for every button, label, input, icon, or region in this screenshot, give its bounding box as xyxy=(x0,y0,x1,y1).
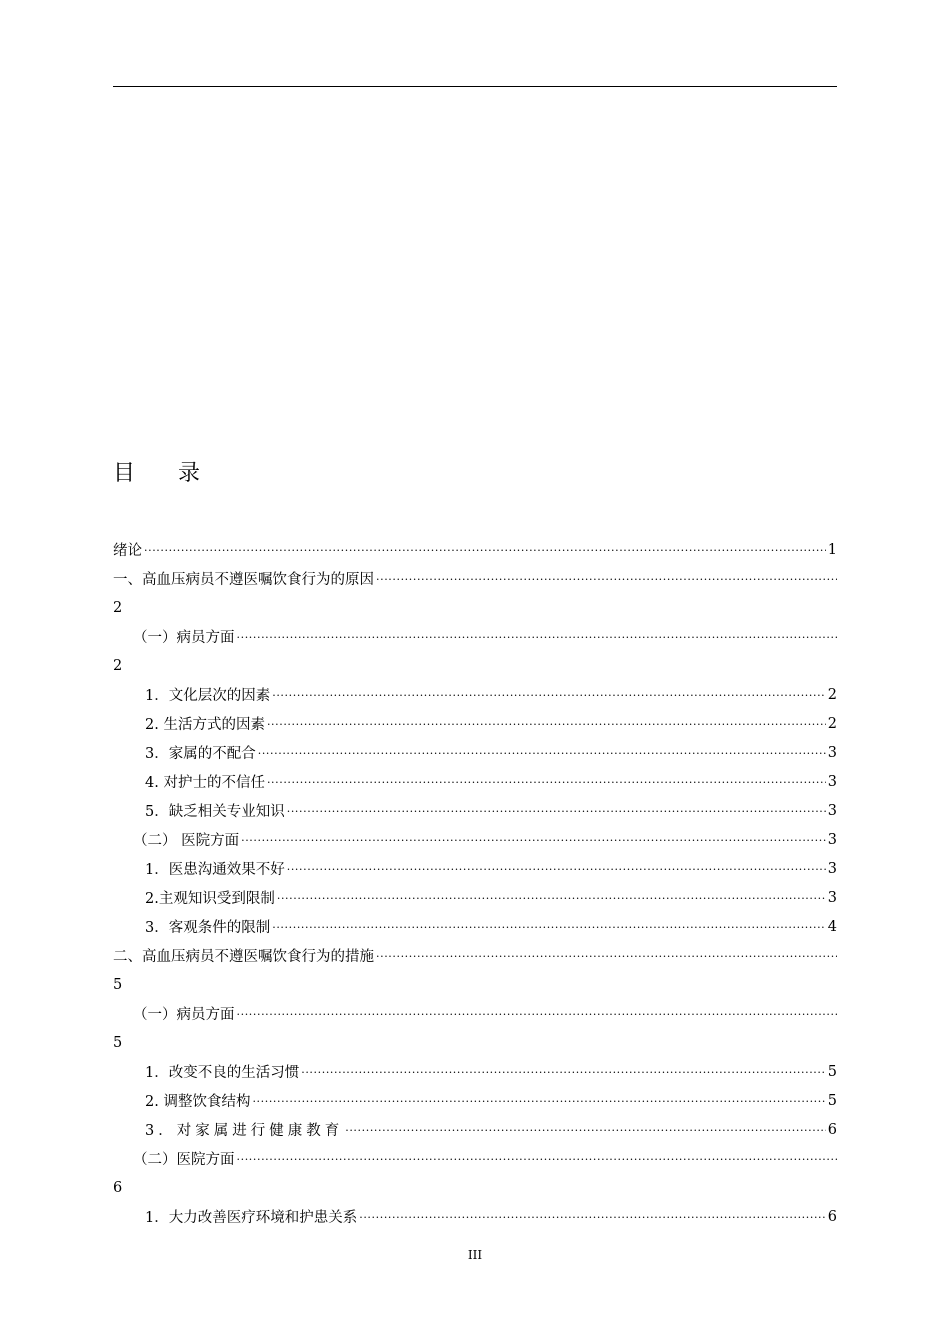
toc-entry-page: 3 xyxy=(827,860,837,877)
toc-entry-label: 绪论 xyxy=(113,543,142,559)
toc-entry-page: 1 xyxy=(827,541,837,558)
page-number: III xyxy=(467,1248,483,1262)
toc-entry-page: 2 xyxy=(827,686,837,703)
toc-entry-page: 5 xyxy=(113,1034,123,1051)
toc-entry-label: 2. 生活方式的因素 xyxy=(145,717,265,733)
toc-entry-label: 1．医患沟通效果不好 xyxy=(145,862,285,878)
toc-entry-page: 2 xyxy=(113,599,123,616)
header-rule xyxy=(113,86,837,87)
toc-dot-leader xyxy=(267,774,826,788)
toc-entry-page: 3 xyxy=(827,889,837,906)
toc-dot-leader xyxy=(237,1151,838,1165)
toc-dot-leader xyxy=(144,542,826,556)
table-of-contents xyxy=(113,535,837,1231)
toc-dot-leader xyxy=(287,803,826,817)
toc-dot-leader xyxy=(376,571,837,585)
toc-dot-leader xyxy=(258,745,826,759)
toc-entry-page: 3 xyxy=(827,802,837,819)
toc-entry[interactable] xyxy=(113,883,837,912)
toc-title: 目 录 xyxy=(113,461,218,486)
toc-entry[interactable] xyxy=(113,796,837,825)
toc-entry-label: 5．缺乏相关专业知识 xyxy=(145,804,285,820)
toc-entry-page: 3 xyxy=(827,831,837,848)
toc-entry[interactable] xyxy=(113,680,837,709)
toc-entry[interactable] xyxy=(113,1144,837,1173)
toc-entry-page: 5 xyxy=(113,976,123,993)
toc-dot-leader xyxy=(359,1209,826,1223)
toc-dot-leader xyxy=(301,1064,826,1078)
toc-entry-label: 3．对家属进行健康教育 xyxy=(145,1123,344,1139)
toc-entry[interactable] xyxy=(113,1202,837,1231)
toc-entry-page: 5 xyxy=(827,1092,837,1109)
toc-entry-page: 5 xyxy=(827,1063,837,1080)
toc-entry-page: 2 xyxy=(113,657,123,674)
toc-entry-label: 3．客观条件的限制 xyxy=(145,920,271,936)
toc-entry[interactable] xyxy=(113,738,837,767)
toc-entry-label: 4. 对护士的不信任 xyxy=(145,775,265,791)
toc-entry-label: 1．文化层次的因素 xyxy=(145,688,271,704)
toc-entry-label: （一）病员方面 xyxy=(133,1007,235,1023)
toc-entry[interactable] xyxy=(113,709,837,738)
toc-entry-label: 2. 调整饮食结构 xyxy=(145,1094,251,1110)
toc-entry[interactable] xyxy=(113,1086,837,1115)
toc-entry-page: 6 xyxy=(827,1121,837,1138)
toc-entry[interactable] xyxy=(113,825,837,854)
toc-dot-leader xyxy=(376,948,837,962)
toc-entry[interactable] xyxy=(113,564,837,593)
toc-dot-leader xyxy=(287,861,826,875)
toc-entry-label: 1．改变不良的生活习惯 xyxy=(145,1065,300,1081)
toc-entry[interactable] xyxy=(113,535,837,564)
toc-entry[interactable] xyxy=(113,999,837,1028)
toc-entry-label: （二）医院方面 xyxy=(133,1152,235,1168)
toc-dot-leader xyxy=(272,687,826,701)
toc-dot-leader xyxy=(267,716,826,730)
toc-entry-label: 2.主观知识受到限制 xyxy=(145,891,275,907)
toc-entry[interactable] xyxy=(113,622,837,651)
toc-entry[interactable] xyxy=(113,767,837,796)
toc-entry[interactable] xyxy=(113,1057,837,1086)
toc-entry-page: 2 xyxy=(827,715,837,732)
toc-entry-label: 一、高血压病员不遵医嘱饮食行为的原因 xyxy=(113,572,374,588)
toc-dot-leader xyxy=(345,1122,826,1136)
toc-entry-label: （二） 医院方面 xyxy=(133,833,240,849)
toc-dot-leader xyxy=(237,629,838,643)
toc-dot-leader xyxy=(237,1006,838,1020)
toc-dot-leader xyxy=(252,1093,825,1107)
toc-entry[interactable] xyxy=(113,854,837,883)
toc-entry-page: 3 xyxy=(827,773,837,790)
toc-dot-leader xyxy=(272,919,826,933)
toc-entry-page: 4 xyxy=(827,918,837,935)
toc-dot-leader xyxy=(277,890,826,904)
toc-dot-leader xyxy=(241,832,826,846)
toc-entry[interactable] xyxy=(113,1115,837,1144)
toc-entry[interactable] xyxy=(113,912,837,941)
toc-entry-label: 3．家属的不配合 xyxy=(145,746,256,762)
toc-entry-page: 3 xyxy=(827,744,837,761)
toc-entry-label: 1．大力改善医疗环境和护患关系 xyxy=(145,1210,358,1226)
toc-entry-label: 二、高血压病员不遵医嘱饮食行为的措施 xyxy=(113,949,374,965)
toc-entry-page: 6 xyxy=(827,1208,837,1225)
toc-entry-page: 6 xyxy=(113,1179,123,1196)
toc-entry-label: （一）病员方面 xyxy=(133,630,235,646)
toc-entry[interactable] xyxy=(113,941,837,970)
